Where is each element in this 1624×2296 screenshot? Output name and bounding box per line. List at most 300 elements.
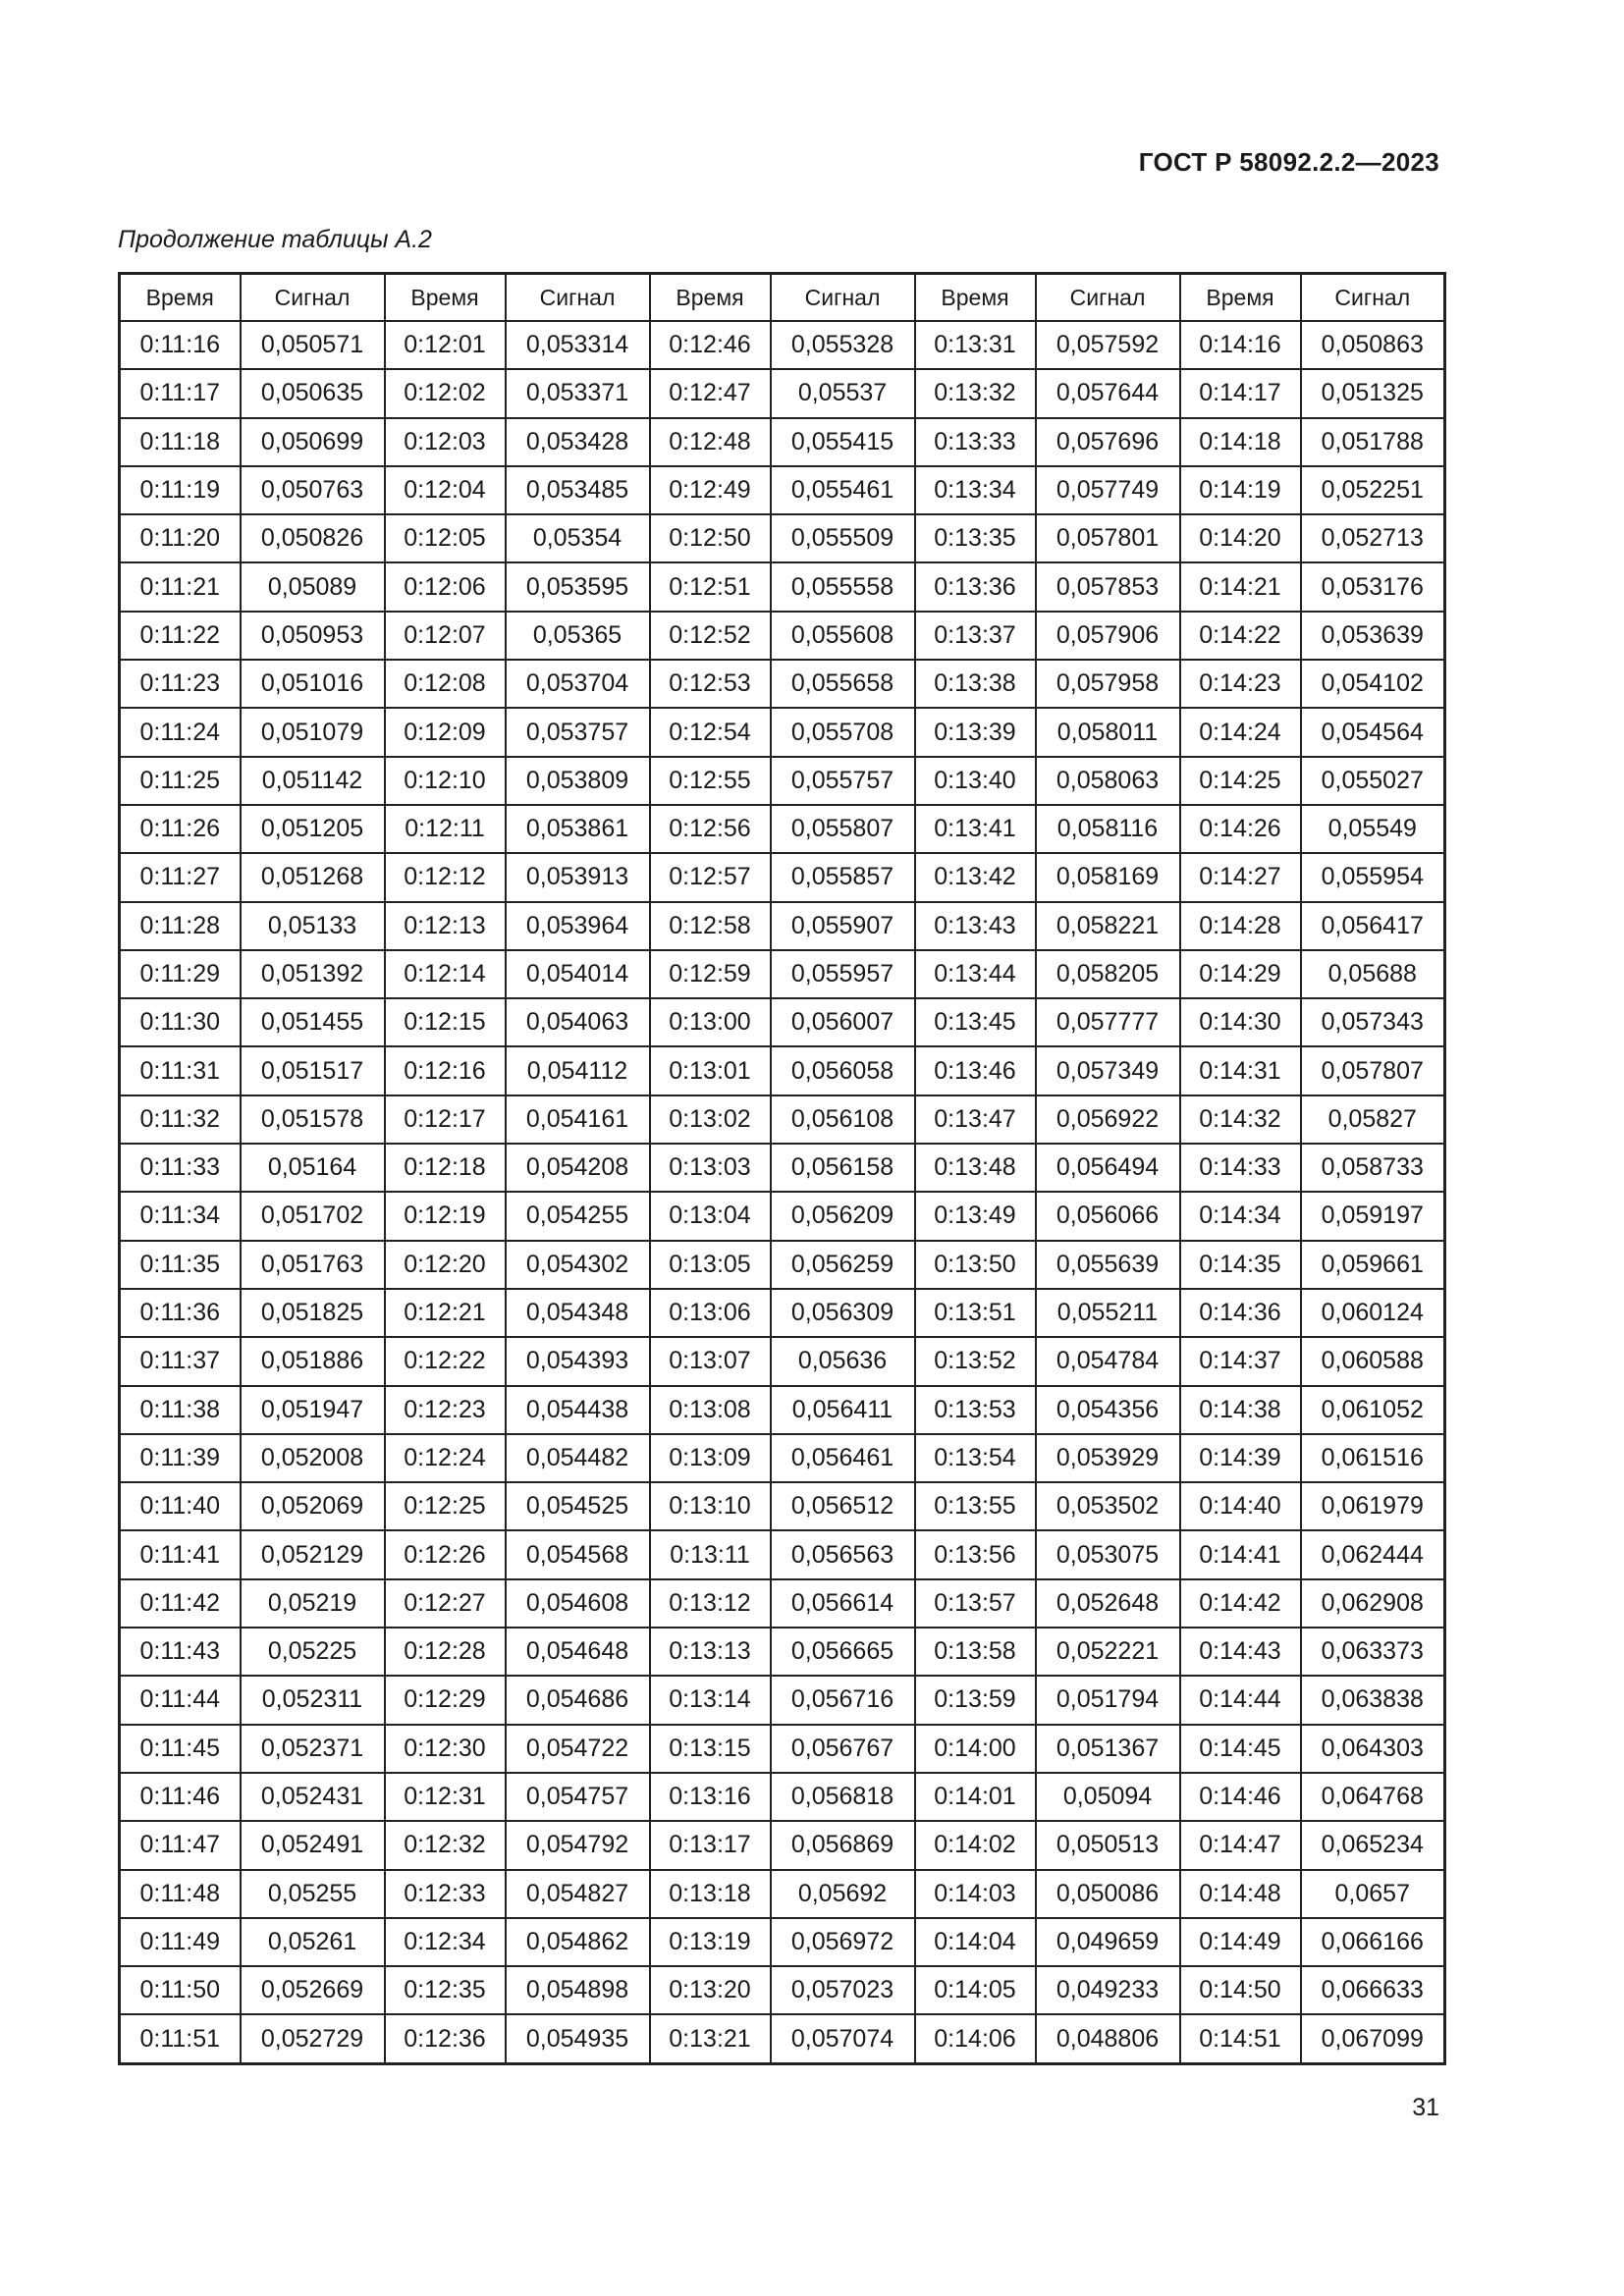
signal-cell: 0,062908	[1301, 1579, 1445, 1628]
time-cell: 0:14:31	[1180, 1046, 1301, 1095]
signal-cell: 0,057801	[1036, 514, 1180, 562]
data-table	[118, 272, 1446, 2065]
time-cell: 0:11:35	[120, 1241, 241, 1289]
signal-cell: 0,054784	[1036, 1337, 1180, 1385]
signal-cell: 0,054102	[1301, 660, 1445, 708]
signal-cell: 0,053428	[506, 418, 650, 466]
time-cell: 0:12:27	[385, 1579, 506, 1628]
time-cell: 0:12:07	[385, 612, 506, 660]
time-cell: 0:11:46	[120, 1773, 241, 1821]
signal-cell: 0,052221	[1036, 1628, 1180, 1676]
time-cell: 0:13:57	[915, 1579, 1036, 1628]
table-row	[120, 998, 1445, 1046]
signal-cell: 0,054063	[506, 998, 650, 1046]
time-cell: 0:12:15	[385, 998, 506, 1046]
signal-cell: 0,052491	[241, 1821, 385, 1869]
time-cell: 0:12:23	[385, 1386, 506, 1434]
signal-cell: 0,053704	[506, 660, 650, 708]
signal-cell: 0,054255	[506, 1192, 650, 1240]
signal-cell: 0,057958	[1036, 660, 1180, 708]
time-cell: 0:14:46	[1180, 1773, 1301, 1821]
time-cell: 0:13:35	[915, 514, 1036, 562]
signal-cell: 0,057644	[1036, 369, 1180, 417]
signal-cell: 0,056767	[771, 1725, 915, 1773]
time-cell: 0:14:01	[915, 1773, 1036, 1821]
time-cell: 0:13:38	[915, 660, 1036, 708]
signal-cell: 0,050953	[241, 612, 385, 660]
time-cell: 0:12:49	[650, 466, 771, 514]
time-cell: 0:13:19	[650, 1918, 771, 1966]
time-cell: 0:14:26	[1180, 805, 1301, 853]
time-cell: 0:11:50	[120, 1966, 241, 2014]
time-cell: 0:13:15	[650, 1725, 771, 1773]
signal-cell: 0,056158	[771, 1144, 915, 1192]
signal-cell: 0,051578	[241, 1095, 385, 1144]
signal-cell: 0,051947	[241, 1386, 385, 1434]
signal-cell: 0,058205	[1036, 950, 1180, 998]
time-cell: 0:14:17	[1180, 369, 1301, 417]
signal-cell: 0,056512	[771, 1482, 915, 1530]
signal-cell: 0,056259	[771, 1241, 915, 1289]
signal-cell: 0,057074	[771, 2014, 915, 2063]
time-cell: 0:13:17	[650, 1821, 771, 1869]
time-cell: 0:11:17	[120, 369, 241, 417]
time-cell: 0:12:05	[385, 514, 506, 562]
time-cell: 0:13:40	[915, 757, 1036, 805]
signal-cell: 0,055907	[771, 902, 915, 950]
signal-cell: 0,053757	[506, 708, 650, 756]
time-cell: 0:12:08	[385, 660, 506, 708]
column-header-signal: Сигнал	[1036, 274, 1180, 322]
time-cell: 0:11:48	[120, 1870, 241, 1918]
table-row	[120, 1676, 1445, 1724]
signal-cell: 0,066633	[1301, 1966, 1445, 2014]
time-cell: 0:12:28	[385, 1628, 506, 1676]
time-cell: 0:12:18	[385, 1144, 506, 1192]
signal-cell: 0,063373	[1301, 1628, 1445, 1676]
signal-cell: 0,056417	[1301, 902, 1445, 950]
time-cell: 0:12:52	[650, 612, 771, 660]
signal-cell: 0,055608	[771, 612, 915, 660]
signal-cell: 0,051763	[241, 1241, 385, 1289]
table-body	[120, 321, 1445, 2063]
time-cell: 0:13:34	[915, 466, 1036, 514]
signal-cell: 0,051825	[241, 1289, 385, 1337]
signal-cell: 0,055328	[771, 321, 915, 369]
time-cell: 0:14:03	[915, 1870, 1036, 1918]
signal-cell: 0,066166	[1301, 1918, 1445, 1966]
time-cell: 0:12:25	[385, 1482, 506, 1530]
table-row	[120, 2014, 1445, 2063]
signal-cell: 0,054898	[506, 1966, 650, 2014]
time-cell: 0:11:34	[120, 1192, 241, 1240]
signal-cell: 0,050513	[1036, 1821, 1180, 1869]
signal-cell: 0,054112	[506, 1046, 650, 1095]
signal-cell: 0,064303	[1301, 1725, 1445, 1773]
signal-cell: 0,057853	[1036, 562, 1180, 611]
time-cell: 0:11:36	[120, 1289, 241, 1337]
signal-cell: 0,05549	[1301, 805, 1445, 853]
signal-cell: 0,053964	[506, 902, 650, 950]
signal-cell: 0,052129	[241, 1530, 385, 1578]
signal-cell: 0,052311	[241, 1676, 385, 1724]
signal-cell: 0,055509	[771, 514, 915, 562]
time-cell: 0:11:43	[120, 1628, 241, 1676]
time-cell: 0:13:44	[915, 950, 1036, 998]
time-cell: 0:11:18	[120, 418, 241, 466]
table-row	[120, 757, 1445, 805]
time-cell: 0:11:16	[120, 321, 241, 369]
time-cell: 0:13:59	[915, 1676, 1036, 1724]
time-cell: 0:11:38	[120, 1386, 241, 1434]
signal-cell: 0,067099	[1301, 2014, 1445, 2063]
time-cell: 0:14:28	[1180, 902, 1301, 950]
signal-cell: 0,053809	[506, 757, 650, 805]
time-cell: 0:13:50	[915, 1241, 1036, 1289]
signal-cell: 0,056869	[771, 1821, 915, 1869]
table-row	[120, 562, 1445, 611]
column-header-signal: Сигнал	[241, 274, 385, 322]
time-cell: 0:14:48	[1180, 1870, 1301, 1918]
time-cell: 0:11:29	[120, 950, 241, 998]
time-cell: 0:11:42	[120, 1579, 241, 1628]
time-cell: 0:14:50	[1180, 1966, 1301, 2014]
time-cell: 0:14:35	[1180, 1241, 1301, 1289]
time-cell: 0:14:40	[1180, 1482, 1301, 1530]
time-cell: 0:13:45	[915, 998, 1036, 1046]
signal-cell: 0,055461	[771, 466, 915, 514]
time-cell: 0:14:34	[1180, 1192, 1301, 1240]
time-cell: 0:11:44	[120, 1676, 241, 1724]
signal-cell: 0,056494	[1036, 1144, 1180, 1192]
time-cell: 0:13:51	[915, 1289, 1036, 1337]
time-cell: 0:11:25	[120, 757, 241, 805]
time-cell: 0:13:47	[915, 1095, 1036, 1144]
time-cell: 0:12:58	[650, 902, 771, 950]
signal-cell: 0,057349	[1036, 1046, 1180, 1095]
signal-cell: 0,053075	[1036, 1530, 1180, 1578]
signal-cell: 0,055957	[771, 950, 915, 998]
signal-cell: 0,054686	[506, 1676, 650, 1724]
signal-cell: 0,05636	[771, 1337, 915, 1385]
table-row	[120, 418, 1445, 466]
signal-cell: 0,051788	[1301, 418, 1445, 466]
signal-cell: 0,057749	[1036, 466, 1180, 514]
signal-cell: 0,055857	[771, 853, 915, 901]
signal-cell: 0,056066	[1036, 1192, 1180, 1240]
table-row	[120, 1579, 1445, 1628]
time-cell: 0:14:39	[1180, 1434, 1301, 1482]
column-header-time: Время	[1180, 274, 1301, 322]
time-cell: 0:13:31	[915, 321, 1036, 369]
signal-cell: 0,061516	[1301, 1434, 1445, 1482]
signal-cell: 0,057023	[771, 1966, 915, 2014]
time-cell: 0:12:22	[385, 1337, 506, 1385]
signal-cell: 0,055658	[771, 660, 915, 708]
time-cell: 0:12:46	[650, 321, 771, 369]
table-row	[120, 1918, 1445, 1966]
time-cell: 0:12:29	[385, 1676, 506, 1724]
signal-cell: 0,048806	[1036, 2014, 1180, 2063]
time-cell: 0:12:51	[650, 562, 771, 611]
table-header-row	[120, 274, 1445, 322]
signal-cell: 0,050763	[241, 466, 385, 514]
time-cell: 0:13:06	[650, 1289, 771, 1337]
time-cell: 0:11:30	[120, 998, 241, 1046]
signal-cell: 0,05255	[241, 1870, 385, 1918]
time-cell: 0:14:37	[1180, 1337, 1301, 1385]
signal-cell: 0,057777	[1036, 998, 1180, 1046]
time-cell: 0:11:26	[120, 805, 241, 853]
signal-cell: 0,054161	[506, 1095, 650, 1144]
table-row	[120, 805, 1445, 853]
signal-cell: 0,054722	[506, 1725, 650, 1773]
signal-cell: 0,051794	[1036, 1676, 1180, 1724]
signal-cell: 0,062444	[1301, 1530, 1445, 1578]
table-row	[120, 1530, 1445, 1578]
time-cell: 0:13:04	[650, 1192, 771, 1240]
column-header-time: Время	[915, 274, 1036, 322]
time-cell: 0:13:36	[915, 562, 1036, 611]
signal-cell: 0,054356	[1036, 1386, 1180, 1434]
time-cell: 0:14:42	[1180, 1579, 1301, 1628]
signal-cell: 0,054648	[506, 1628, 650, 1676]
time-cell: 0:11:21	[120, 562, 241, 611]
column-header-time: Время	[385, 274, 506, 322]
time-cell: 0:13:53	[915, 1386, 1036, 1434]
time-cell: 0:12:16	[385, 1046, 506, 1095]
time-cell: 0:14:22	[1180, 612, 1301, 660]
signal-cell: 0,060124	[1301, 1289, 1445, 1337]
table-row	[120, 321, 1445, 369]
time-cell: 0:14:32	[1180, 1095, 1301, 1144]
signal-cell: 0,051886	[241, 1337, 385, 1385]
time-cell: 0:11:31	[120, 1046, 241, 1095]
signal-cell: 0,056461	[771, 1434, 915, 1482]
time-cell: 0:13:10	[650, 1482, 771, 1530]
time-cell: 0:14:00	[915, 1725, 1036, 1773]
time-cell: 0:13:01	[650, 1046, 771, 1095]
signal-cell: 0,051268	[241, 853, 385, 901]
table-row	[120, 1870, 1445, 1918]
signal-cell: 0,055757	[771, 757, 915, 805]
table-row	[120, 1095, 1445, 1144]
signal-cell: 0,054014	[506, 950, 650, 998]
table-row	[120, 950, 1445, 998]
time-cell: 0:12:34	[385, 1918, 506, 1966]
signal-cell: 0,054757	[506, 1773, 650, 1821]
signal-cell: 0,052069	[241, 1482, 385, 1530]
signal-cell: 0,052713	[1301, 514, 1445, 562]
signal-cell: 0,052371	[241, 1725, 385, 1773]
signal-cell: 0,051392	[241, 950, 385, 998]
table-row	[120, 1966, 1445, 2014]
signal-cell: 0,051455	[241, 998, 385, 1046]
time-cell: 0:13:43	[915, 902, 1036, 950]
time-cell: 0:11:51	[120, 2014, 241, 2063]
time-cell: 0:13:46	[915, 1046, 1036, 1095]
signal-cell: 0,056972	[771, 1918, 915, 1966]
table-row	[120, 853, 1445, 901]
signal-cell: 0,065234	[1301, 1821, 1445, 1869]
time-cell: 0:12:24	[385, 1434, 506, 1482]
signal-cell: 0,053502	[1036, 1482, 1180, 1530]
time-cell: 0:14:24	[1180, 708, 1301, 756]
signal-cell: 0,054568	[506, 1530, 650, 1578]
time-cell: 0:14:49	[1180, 1918, 1301, 1966]
time-cell: 0:11:33	[120, 1144, 241, 1192]
time-cell: 0:13:33	[915, 418, 1036, 466]
time-cell: 0:14:02	[915, 1821, 1036, 1869]
signal-cell: 0,051205	[241, 805, 385, 853]
signal-cell: 0,053314	[506, 321, 650, 369]
time-cell: 0:13:00	[650, 998, 771, 1046]
signal-cell: 0,056411	[771, 1386, 915, 1434]
time-cell: 0:11:47	[120, 1821, 241, 1869]
table-row	[120, 1241, 1445, 1289]
signal-cell: 0,051142	[241, 757, 385, 805]
table-caption: Продолжение таблицы А.2	[118, 226, 432, 253]
signal-cell: 0,054482	[506, 1434, 650, 1482]
time-cell: 0:12:10	[385, 757, 506, 805]
signal-cell: 0,050826	[241, 514, 385, 562]
table-row	[120, 1628, 1445, 1676]
signal-cell: 0,054608	[506, 1579, 650, 1628]
time-cell: 0:12:50	[650, 514, 771, 562]
time-cell: 0:13:49	[915, 1192, 1036, 1240]
time-cell: 0:13:07	[650, 1337, 771, 1385]
signal-cell: 0,05219	[241, 1579, 385, 1628]
signal-cell: 0,054564	[1301, 708, 1445, 756]
signal-cell: 0,050863	[1301, 321, 1445, 369]
time-cell: 0:13:18	[650, 1870, 771, 1918]
time-cell: 0:13:11	[650, 1530, 771, 1578]
signal-cell: 0,053485	[506, 466, 650, 514]
signal-cell: 0,050699	[241, 418, 385, 466]
time-cell: 0:13:03	[650, 1144, 771, 1192]
time-cell: 0:14:43	[1180, 1628, 1301, 1676]
signal-cell: 0,05537	[771, 369, 915, 417]
signal-cell: 0,050635	[241, 369, 385, 417]
time-cell: 0:13:54	[915, 1434, 1036, 1482]
time-cell: 0:13:09	[650, 1434, 771, 1482]
time-cell: 0:14:44	[1180, 1676, 1301, 1724]
time-cell: 0:14:30	[1180, 998, 1301, 1046]
signal-cell: 0,057807	[1301, 1046, 1445, 1095]
time-cell: 0:14:20	[1180, 514, 1301, 562]
time-cell: 0:12:06	[385, 562, 506, 611]
signal-cell: 0,05261	[241, 1918, 385, 1966]
signal-cell: 0,056058	[771, 1046, 915, 1095]
signal-cell: 0,056614	[771, 1579, 915, 1628]
signal-cell: 0,056563	[771, 1530, 915, 1578]
signal-cell: 0,05827	[1301, 1095, 1445, 1144]
time-cell: 0:13:20	[650, 1966, 771, 2014]
time-cell: 0:11:28	[120, 902, 241, 950]
signal-cell: 0,053929	[1036, 1434, 1180, 1482]
signal-cell: 0,054302	[506, 1241, 650, 1289]
time-cell: 0:13:32	[915, 369, 1036, 417]
time-cell: 0:12:47	[650, 369, 771, 417]
time-cell: 0:12:48	[650, 418, 771, 466]
signal-cell: 0,055708	[771, 708, 915, 756]
signal-cell: 0,052729	[241, 2014, 385, 2063]
time-cell: 0:12:31	[385, 1773, 506, 1821]
table-row	[120, 1289, 1445, 1337]
time-cell: 0:14:21	[1180, 562, 1301, 611]
signal-cell: 0,056309	[771, 1289, 915, 1337]
time-cell: 0:11:22	[120, 612, 241, 660]
time-cell: 0:14:23	[1180, 660, 1301, 708]
time-cell: 0:14:38	[1180, 1386, 1301, 1434]
time-cell: 0:12:04	[385, 466, 506, 514]
time-cell: 0:13:16	[650, 1773, 771, 1821]
time-cell: 0:13:52	[915, 1337, 1036, 1385]
signal-cell: 0,063838	[1301, 1676, 1445, 1724]
table-row	[120, 514, 1445, 562]
signal-cell: 0,052008	[241, 1434, 385, 1482]
page-number: 31	[1412, 2094, 1439, 2121]
time-cell: 0:14:05	[915, 1966, 1036, 2014]
signal-cell: 0,050086	[1036, 1870, 1180, 1918]
time-cell: 0:13:39	[915, 708, 1036, 756]
signal-cell: 0,051367	[1036, 1725, 1180, 1773]
time-cell: 0:14:51	[1180, 2014, 1301, 2063]
time-cell: 0:14:16	[1180, 321, 1301, 369]
time-cell: 0:13:13	[650, 1628, 771, 1676]
time-cell: 0:13:14	[650, 1676, 771, 1724]
signal-cell: 0,061052	[1301, 1386, 1445, 1434]
signal-cell: 0,055415	[771, 418, 915, 466]
time-cell: 0:12:30	[385, 1725, 506, 1773]
column-header-time: Время	[120, 274, 241, 322]
time-cell: 0:12:09	[385, 708, 506, 756]
signal-cell: 0,051325	[1301, 369, 1445, 417]
time-cell: 0:12:19	[385, 1192, 506, 1240]
signal-cell: 0,055558	[771, 562, 915, 611]
signal-cell: 0,058169	[1036, 853, 1180, 901]
document-code: ГОСТ Р 58092.2.2—2023	[1138, 147, 1439, 177]
time-cell: 0:12:14	[385, 950, 506, 998]
signal-cell: 0,051016	[241, 660, 385, 708]
signal-cell: 0,053371	[506, 369, 650, 417]
signal-cell: 0,056665	[771, 1628, 915, 1676]
time-cell: 0:14:25	[1180, 757, 1301, 805]
table-row	[120, 1386, 1445, 1434]
time-cell: 0:14:29	[1180, 950, 1301, 998]
time-cell: 0:12:32	[385, 1821, 506, 1869]
signal-cell: 0,054348	[506, 1289, 650, 1337]
time-cell: 0:13:56	[915, 1530, 1036, 1578]
signal-cell: 0,060588	[1301, 1337, 1445, 1385]
time-cell: 0:13:37	[915, 612, 1036, 660]
time-cell: 0:12:20	[385, 1241, 506, 1289]
time-cell: 0:12:53	[650, 660, 771, 708]
time-cell: 0:12:12	[385, 853, 506, 901]
signal-cell: 0,05688	[1301, 950, 1445, 998]
signal-cell: 0,059197	[1301, 1192, 1445, 1240]
signal-cell: 0,057592	[1036, 321, 1180, 369]
signal-cell: 0,053861	[506, 805, 650, 853]
signal-cell: 0,050571	[241, 321, 385, 369]
signal-cell: 0,054935	[506, 2014, 650, 2063]
signal-cell: 0,055807	[771, 805, 915, 853]
time-cell: 0:11:39	[120, 1434, 241, 1482]
signal-cell: 0,05365	[506, 612, 650, 660]
signal-cell: 0,049659	[1036, 1918, 1180, 1966]
signal-cell: 0,05225	[241, 1628, 385, 1676]
time-cell: 0:11:40	[120, 1482, 241, 1530]
